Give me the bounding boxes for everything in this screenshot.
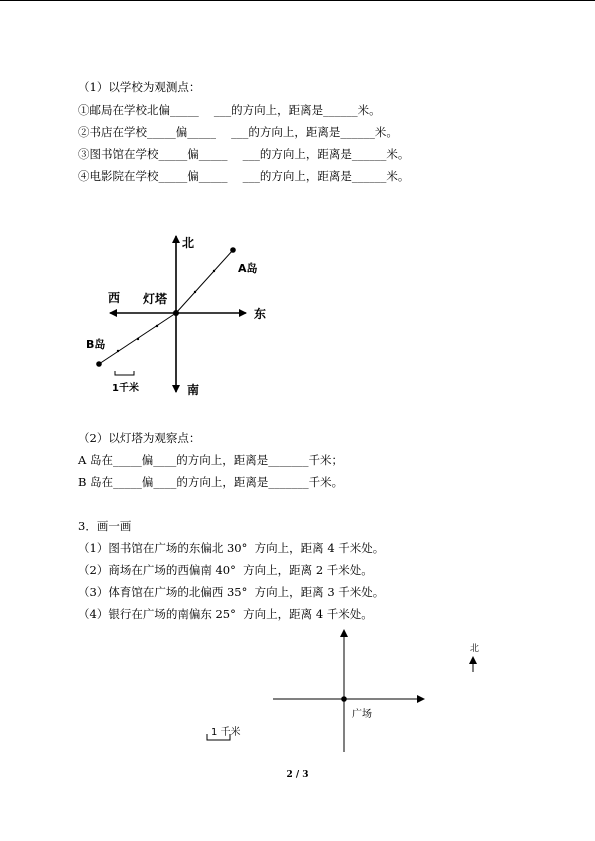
q3-title: 3．画一画 [78, 519, 132, 533]
island-b-label: B岛 [86, 338, 106, 351]
west-label: 西 [108, 291, 121, 305]
island-b-point [96, 361, 102, 367]
scale-bar [115, 371, 134, 375]
north-label: 北 [182, 236, 195, 250]
part2-item-b: B 岛在_____偏____的方向上，距离是_______千米。 [78, 475, 344, 489]
line-to-island-a [176, 250, 233, 313]
plaza-scale-label: 1 千米 [211, 727, 241, 738]
part2-title: （2）以灯塔为观察点： [78, 431, 201, 445]
part1-item-2: ②书店在学校_____偏_____ ___的方向上，距离是______米。 [78, 125, 398, 139]
q3-item-3: （3）体育馆在广场的北偏西 35° 方向上，距离 3 千米处。 [78, 585, 385, 599]
north-indicator-label: 北 [470, 644, 480, 654]
east-label: 东 [254, 307, 267, 321]
lighthouse-point [173, 310, 179, 316]
plaza-point [341, 696, 347, 702]
island-a-label: A岛 [238, 262, 258, 275]
plaza-label: 广场 [352, 709, 372, 720]
scale-label: 1千米 [112, 383, 139, 394]
part2-item-a: A 岛在_____偏____的方向上，距离是_______千米； [78, 453, 343, 467]
q3-item-1: （1）图书馆在广场的东偏北 30° 方向上，距离 4 千米处。 [78, 541, 385, 555]
part1-title: （1）以学校为观测点： [78, 80, 201, 94]
lighthouse-label: 灯塔 [143, 292, 168, 306]
q3-item-4: （4）银行在广场的南偏东 25° 方向上，距离 4 千米处。 [78, 607, 373, 621]
island-a-point [230, 247, 236, 253]
south-label: 南 [187, 383, 200, 397]
part1-item-4: ④电影院在学校_____偏_____ ___的方向上，距离是______米。 [78, 169, 410, 183]
plaza-diagram [195, 625, 495, 760]
page-top-rule [0, 0, 595, 1]
q3-item-2: （2）商场在广场的西偏南 40° 方向上，距离 2 千米处。 [78, 563, 373, 577]
lighthouse-diagram [80, 228, 280, 403]
part1-item-1: ①邮局在学校北偏_____ ___的方向上，距离是______米。 [78, 103, 381, 117]
page-number: 2 / 3 [286, 770, 309, 780]
part1-item-3: ③图书馆在学校_____偏_____ ___的方向上，距离是______米。 [78, 147, 410, 161]
